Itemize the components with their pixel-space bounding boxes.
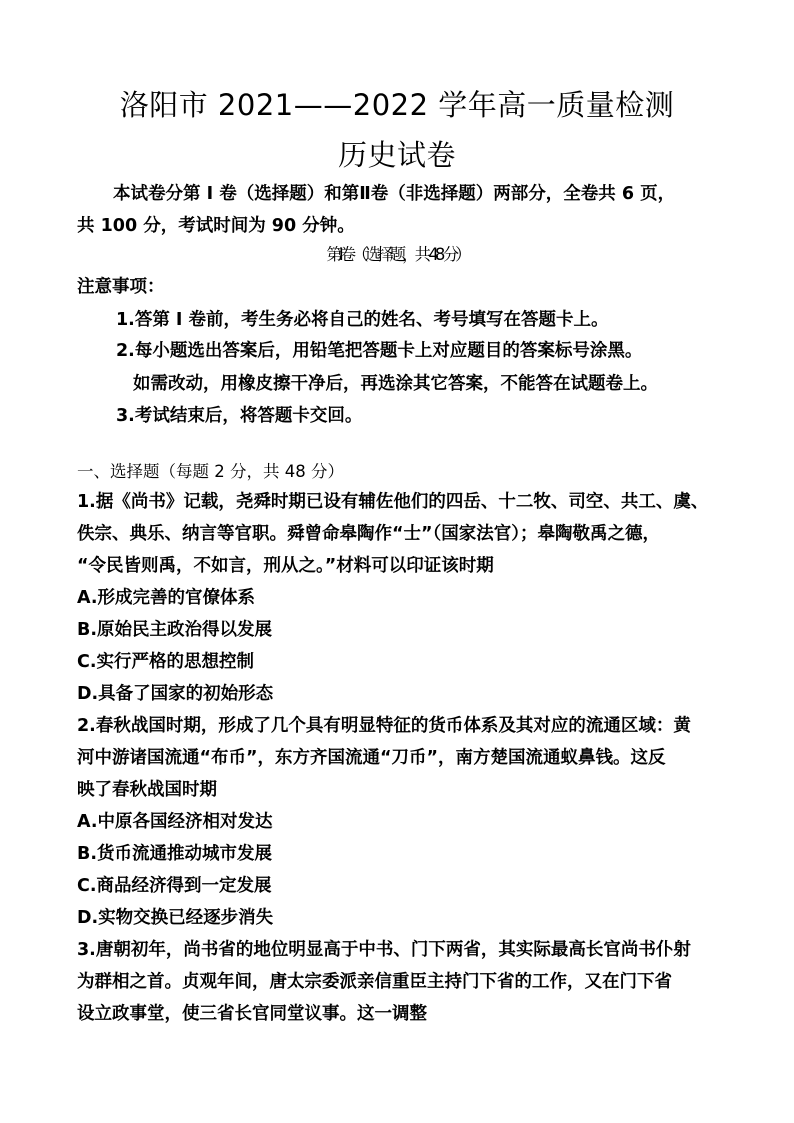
answer-option: C.实行严格的思想控制 [77, 652, 254, 672]
question-stem-line: 1.据《尚书》记载，尧舜时期已设有辅佐他们的四岳、十二牧、司空、共工、虞、 [77, 492, 709, 512]
notes-item: 如需改动，用橡皮擦干净后，再选涂其它答案，不能答在试题卷上。 [133, 374, 658, 394]
answer-option: B.原始民主政治得以发展 [77, 620, 272, 640]
exam-subtitle: 历史试卷 [337, 138, 456, 172]
question-stem-line: 佚宗、典乐、纳言等官职。舜曾命皋陶作“士”（国家法官）；皋陶敬禹之德， [77, 524, 661, 544]
question-stem-line: 3.唐朝初年，尚书省的地位明显高于中书、门下两省，其实际最高长官尚书仆射 [77, 940, 691, 960]
question-stem-line: 设立政事堂，使三省长官同堂议事。这一调整 [77, 1004, 427, 1024]
intro-line-1: 本试卷分第 I 卷（选择题）和第Ⅱ卷（非选择题）两部分，全卷共 6 页， [113, 184, 676, 204]
notes-item: 1.答第 I 卷前，考生务必将自己的姓名、考号填写在答题卡上。 [116, 310, 609, 330]
section-heading: 一、选择题（每题 2 分，共 48 分） [77, 462, 344, 481]
answer-option: B.货币流通推动城市发展 [77, 844, 272, 864]
notes-item: 3.考试结束后，将答题卡交回。 [116, 406, 363, 426]
part1-heading: 第Ⅰ卷（选择题，共 48 分） [326, 245, 468, 264]
notes-item: 2.每小题选出答案后，用铅笔把答题卡上对应题目的答案标号涂黑。 [116, 341, 643, 361]
question-stem-line: 映了春秋战国时期 [77, 780, 217, 800]
question-stem-line: 河中游诸国流通“布币”，东方齐国流通“刀币”，南方楚国流通蚁鼻钱。这反 [77, 748, 666, 768]
exam-title: 洛阳市 2021——2022 学年高一质量检测 [119, 88, 675, 122]
answer-option: A.形成完善的官僚体系 [77, 588, 256, 608]
intro-line-2: 共 100 分，考试时间为 90 分钟。 [77, 216, 355, 236]
notes-heading: 注意事项： [77, 277, 165, 297]
question-stem-line: 为群相之首。贞观年间，唐太宗委派亲信重臣主持门下省的工作，又在门下省 [77, 972, 672, 992]
answer-option: D.具备了国家的初始形态 [77, 684, 274, 704]
question-stem-line: “令民皆则禹，不如言，刑从之。”材料可以印证该时期 [77, 556, 494, 576]
answer-option: C.商品经济得到一定发展 [77, 876, 272, 896]
answer-option: D.实物交换已经逐步消失 [77, 908, 274, 928]
question-stem-line: 2.春秋战国时期，形成了几个具有明显特征的货币体系及其对应的流通区域：黄 [77, 716, 691, 736]
answer-option: A.中原各国经济相对发达 [77, 812, 273, 832]
